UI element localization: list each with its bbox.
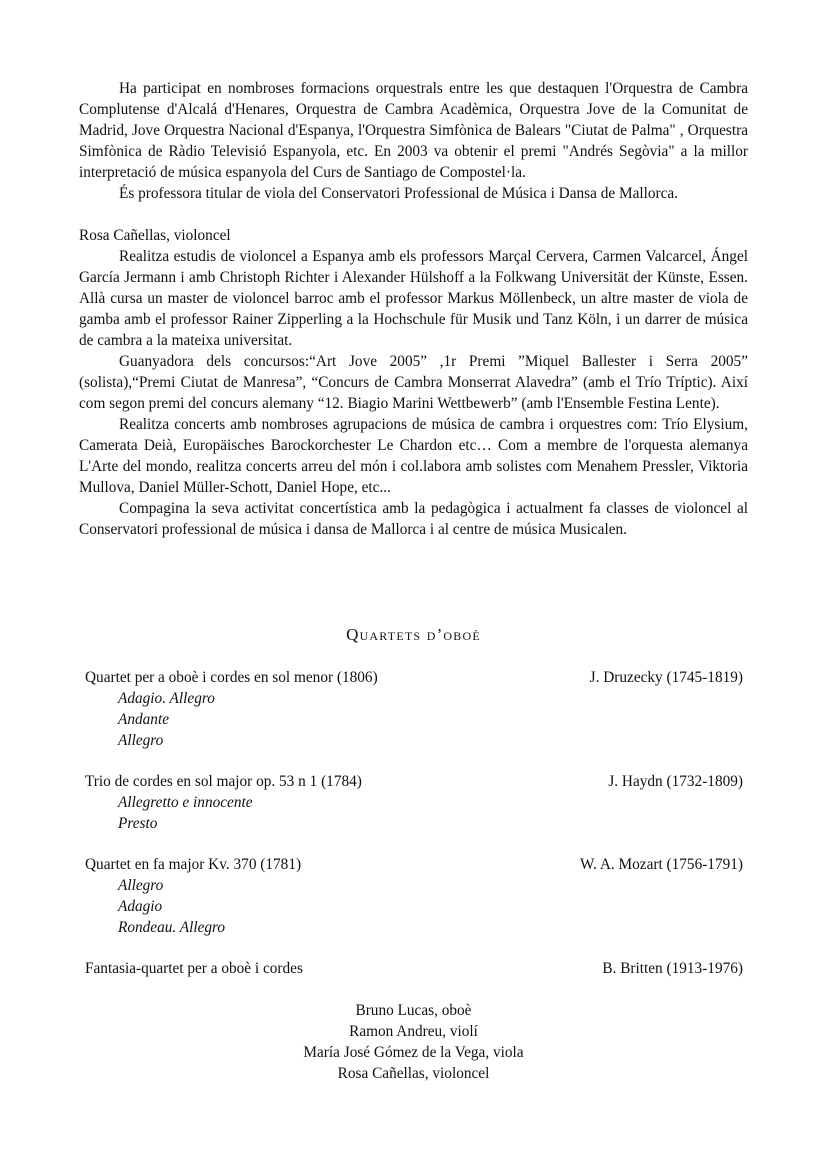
performer: Bruno Lucas, oboè [355, 1002, 472, 1019]
work-title: Fantasia-quartet per a oboè i cordes [85, 960, 303, 977]
composer: B. Britten (1913-1976) [602, 960, 743, 977]
bio-paragraph: Ha participat en nombroses formacions orquestrals entre les que destaquen l'Orquestra de Cambra Complutense d'Alcalá d'Henares, Orquestra de Cambra Acadèmica, Orquestra Jove de la Comunitat de Madrid, Jove Orquestra Nacional d'Espanya, l'Orquestra Simfònica de Balears "Ciutat de Palma" , Orquestra Simfònica de Ràdio Televisió Espanyola, etc. En 2003 va obtenir el premi "Andrés Segòvia" a la millor interpretació de música espanyola del Curs de Santiago de Compostel·la. [79, 80, 748, 181]
work-title: Trio de cordes en sol major op. 53 n 1 (1784) [85, 773, 362, 790]
work-title: Quartet per a oboè i cordes en sol menor (1806) [85, 669, 378, 686]
bio-paragraph: Realitza estudis de violoncel a Espanya amb els professors Marçal Cervera, Carmen Valcarcel, Ángel García Jermann i amb Christoph Richter i Alexander Hülshoff a la Folkwang Universität der Künste, Essen. Allà cursa un master de violoncel barroc amb el professor Markus Möllenbeck, un altre master de viola de gamba amb el professor Rainer Zipperling a la Hochschule für Musik und Tanz Köln, i un darrer de música de cambra a la mateixa universitat. [79, 248, 748, 349]
movement: Allegro [118, 877, 164, 894]
composer: W. A. Mozart (1756-1791) [580, 856, 743, 873]
program-item [85, 667, 743, 751]
performer: Rosa Cañellas, violoncel [337, 1065, 490, 1082]
program-list [85, 667, 743, 999]
performer: Ramon Andreu, violí [349, 1023, 478, 1040]
program-item [85, 958, 743, 979]
performer: María José Gómez de la Vega, viola [303, 1044, 524, 1061]
work-title: Quartet en fa major Kv. 370 (1781) [85, 856, 302, 873]
program-item [85, 854, 743, 938]
movement: Andante [118, 711, 169, 728]
movement: Adagio [118, 898, 163, 915]
program-title: Quartets d’oboè [346, 625, 481, 644]
program-item [85, 771, 743, 834]
movement: Presto [118, 815, 158, 832]
performers-list [79, 1000, 748, 1084]
movement: Allegretto e innocente [118, 794, 253, 811]
bio-paragraph: És professora titular de viola del Conservatori Professional de Música i Dansa de Mallorca. [119, 185, 679, 202]
movement: Allegro [118, 732, 164, 749]
biography-text [79, 78, 748, 540]
cellist-heading: Rosa Cañellas, violoncel [79, 227, 231, 244]
composer: J. Druzecky (1745-1819) [589, 669, 743, 686]
bio-paragraph: Guanyadora dels concursos:“Art Jove 2005” ,1r Premi ”Miquel Ballester i Serra 2005” (solista),“Premi Ciutat de Manresa”, “Concurs de Cambra Monserrat Alavedra” (amb el Trío Tríptic). Així com segon premi del concurs alemany “12. Biagio Marini Wettbewerb” (amb l'Ensemble Festina Lente). [79, 353, 748, 412]
composer: J. Haydn (1732-1809) [608, 773, 743, 790]
movement: Rondeau. Allegro [118, 919, 226, 936]
bio-paragraph: Realitza concerts amb nombroses agrupacions de música de cambra i orquestres com: Trío Elysium, Camerata Deià, Europäisches Barockorchester Le Chardon etc… Com a membre de l'orquesta alemanya L'Arte del mondo, realitza concerts arreu del món i col.labora amb solistes com Menahem Pressler, Viktoria Mullova, Daniel Müller-Schott, Daniel Hope, etc... [79, 416, 748, 496]
document-page [79, 78, 748, 1082]
movement: Adagio. Allegro [118, 690, 215, 707]
bio-paragraph: Compagina la seva activitat concertística amb la pedagògica i actualment fa classes de violoncel al Conservatori professional de música i dansa de Mallorca i al centre de música Musicalen. [79, 500, 748, 538]
